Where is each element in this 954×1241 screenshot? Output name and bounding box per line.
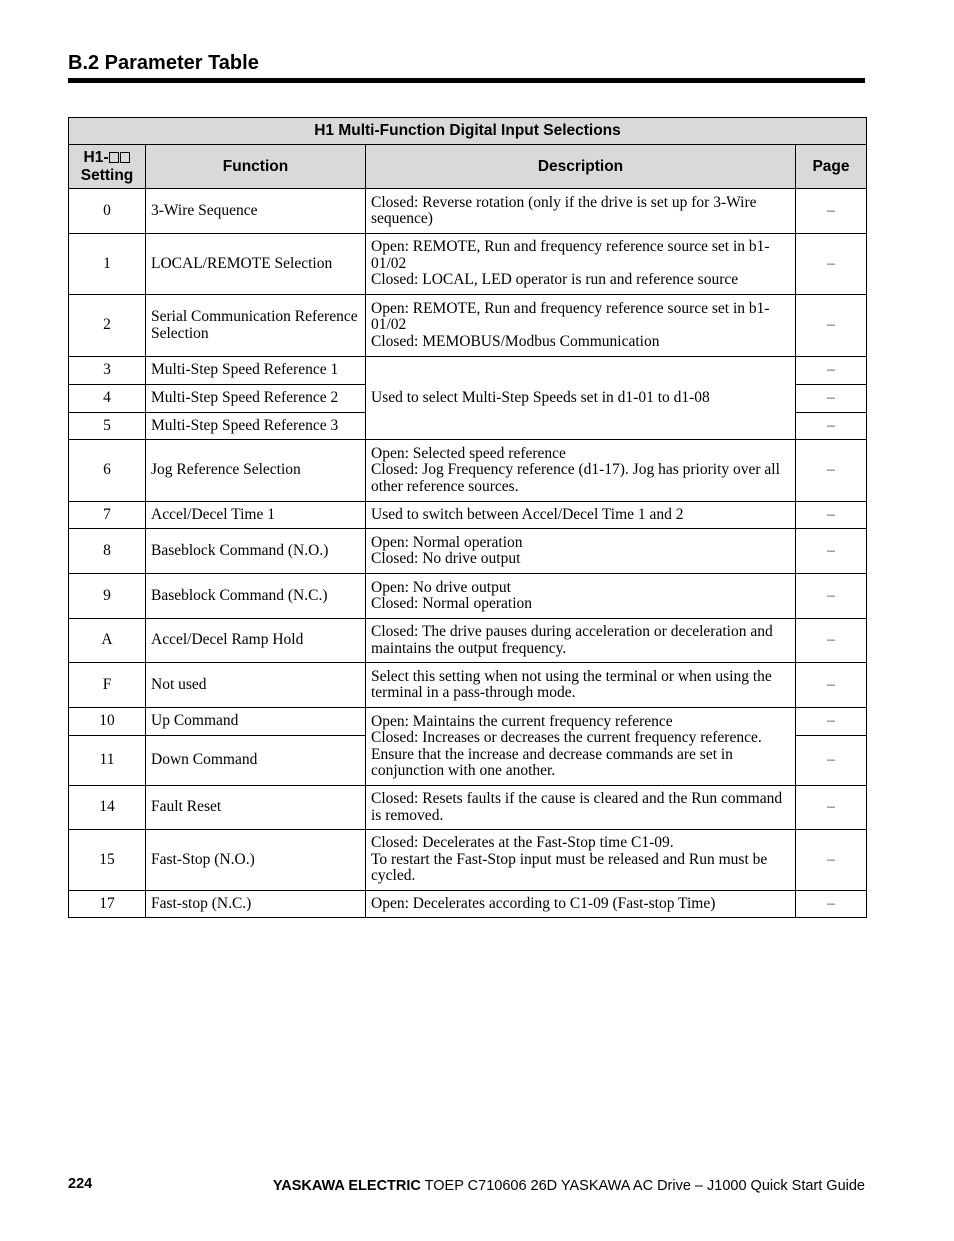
description-cell bbox=[366, 529, 796, 574]
description-line: Open: REMOTE, Run and frequency reference source set in b1-01/02 bbox=[371, 299, 770, 334]
setting-cell: 2 bbox=[69, 295, 146, 357]
header-function: Function bbox=[146, 145, 366, 189]
description-cell bbox=[366, 440, 796, 502]
section-title: B.2 Parameter Table bbox=[68, 52, 259, 74]
description-line: To restart the Fast-Stop input must be released and Run must be cycled. bbox=[371, 850, 768, 885]
description-line: Closed: Normal operation bbox=[371, 595, 532, 612]
placeholder-box-icon bbox=[109, 152, 119, 163]
page-cell: – bbox=[796, 663, 867, 708]
table-row bbox=[69, 619, 867, 663]
description-line: Open: Normal operation bbox=[371, 533, 523, 551]
table-row bbox=[69, 708, 867, 736]
table-row bbox=[69, 891, 867, 918]
table-row bbox=[69, 189, 867, 234]
description-line: Open: Maintains the current frequency reference bbox=[371, 712, 673, 730]
function-cell: LOCAL/REMOTE Selection bbox=[146, 234, 366, 295]
function-cell: Multi-Step Speed Reference 3 bbox=[146, 413, 366, 440]
description-line: Closed: No drive output bbox=[371, 550, 521, 567]
footer-doc-info bbox=[273, 1178, 865, 1194]
description-line: Open: REMOTE, Run and frequency reference source set in b1-01/02 bbox=[371, 238, 770, 272]
setting-cell: 0 bbox=[69, 189, 146, 234]
setting-cell: 4 bbox=[69, 385, 146, 413]
table-row bbox=[69, 357, 867, 385]
header-page: Page bbox=[796, 145, 867, 189]
description-line: Closed: Resets faults if the cause is cleared and the Run command is removed. bbox=[371, 790, 783, 824]
header-description: Description bbox=[366, 145, 796, 189]
page-cell: – bbox=[796, 189, 867, 234]
function-cell: Accel/Decel Ramp Hold bbox=[146, 619, 366, 663]
description-cell bbox=[366, 708, 796, 786]
table-title: H1 Multi-Function Digital Input Selections bbox=[69, 118, 867, 145]
description-line: Used to select Multi-Step Speeds set in d1-01 to d1-08 bbox=[371, 388, 710, 406]
page-cell: – bbox=[796, 786, 867, 830]
description-line: Closed: The drive pauses during acceleration or deceleration and maintains the output frequency. bbox=[371, 623, 773, 657]
page-number: 224 bbox=[68, 1176, 93, 1192]
function-cell: Baseblock Command (N.C.) bbox=[146, 574, 366, 619]
page-cell: – bbox=[796, 529, 867, 574]
table-row bbox=[69, 234, 867, 295]
description-cell bbox=[366, 786, 796, 830]
function-cell: Fast-Stop (N.O.) bbox=[146, 830, 366, 891]
function-cell: Multi-Step Speed Reference 1 bbox=[146, 357, 366, 385]
setting-cell: 3 bbox=[69, 357, 146, 385]
description-cell bbox=[366, 663, 796, 708]
description-cell bbox=[366, 619, 796, 663]
footer-brand: YASKAWA ELECTRIC bbox=[272, 1178, 421, 1194]
description-line: Select this setting when not using the terminal or when using the terminal in a pass-through mode. bbox=[371, 667, 772, 701]
setting-cell: 17 bbox=[69, 891, 146, 918]
description-cell bbox=[366, 891, 796, 918]
page-cell: – bbox=[796, 385, 867, 413]
section-header bbox=[68, 50, 865, 83]
table-row bbox=[69, 440, 867, 502]
header-rule bbox=[68, 78, 865, 83]
page-cell: – bbox=[796, 502, 867, 529]
description-line: Open: Selected speed reference bbox=[371, 444, 566, 462]
function-cell: Accel/Decel Time 1 bbox=[146, 502, 366, 529]
table-row bbox=[69, 502, 867, 529]
function-cell: Fault Reset bbox=[146, 786, 366, 830]
function-cell: Jog Reference Selection bbox=[146, 440, 366, 502]
table-row bbox=[69, 663, 867, 708]
page-cell: – bbox=[796, 440, 867, 502]
page-cell: – bbox=[796, 357, 867, 385]
placeholder-box-icon bbox=[120, 152, 130, 163]
setting-cell: A bbox=[69, 619, 146, 663]
setting-cell: 10 bbox=[69, 708, 146, 736]
setting-cell: 6 bbox=[69, 440, 146, 502]
description-line: Closed: MEMOBUS/Modbus Communication bbox=[371, 332, 660, 350]
setting-cell: 7 bbox=[69, 502, 146, 529]
page-cell: – bbox=[796, 736, 867, 786]
description-line: Open: Decelerates according to C1-09 (Fast-stop Time) bbox=[371, 894, 716, 912]
description-cell bbox=[366, 830, 796, 891]
function-cell: Up Command bbox=[146, 708, 366, 736]
table-row bbox=[69, 295, 867, 357]
page-cell: – bbox=[796, 234, 867, 295]
function-cell: Down Command bbox=[146, 736, 366, 786]
setting-cell: F bbox=[69, 663, 146, 708]
setting-cell: 1 bbox=[69, 234, 146, 295]
description-line: Closed: Reverse rotation (only if the drive is set up for 3-Wire sequence) bbox=[371, 193, 757, 227]
footer-doc-title: TOEP C710606 26D YASKAWA AC Drive – J1000 Quick Start Guide bbox=[424, 1178, 865, 1194]
setting-cell: 14 bbox=[69, 786, 146, 830]
header-setting bbox=[69, 145, 146, 189]
setting-cell: 5 bbox=[69, 413, 146, 440]
description-cell bbox=[366, 234, 796, 295]
function-cell: Serial Communication Reference Selection bbox=[146, 295, 366, 357]
function-cell: Not used bbox=[146, 663, 366, 708]
setting-cell: 15 bbox=[69, 830, 146, 891]
setting-cell: 11 bbox=[69, 736, 146, 786]
function-cell: Fast-stop (N.C.) bbox=[146, 891, 366, 918]
setting-cell: 9 bbox=[69, 574, 146, 619]
description-cell bbox=[366, 357, 796, 440]
description-line: Open: No drive output bbox=[371, 578, 511, 596]
page-cell: – bbox=[796, 891, 867, 918]
parameter-table bbox=[68, 117, 867, 918]
page-cell: – bbox=[796, 413, 867, 440]
description-cell bbox=[366, 574, 796, 619]
function-cell: 3-Wire Sequence bbox=[146, 189, 366, 234]
page-cell: – bbox=[796, 295, 867, 357]
description-line: Used to switch between Accel/Decel Time 1 and 2 bbox=[371, 505, 684, 523]
table-row bbox=[69, 529, 867, 574]
description-line: Closed: Decelerates at the Fast-Stop time C1-09. bbox=[371, 834, 674, 852]
setting-cell: 8 bbox=[69, 529, 146, 574]
header-setting-label: Setting bbox=[80, 166, 134, 184]
header-setting-prefix: H1- bbox=[83, 148, 109, 166]
description-cell bbox=[366, 189, 796, 234]
table-row bbox=[69, 574, 867, 619]
function-cell: Baseblock Command (N.O.) bbox=[146, 529, 366, 574]
function-cell: Multi-Step Speed Reference 2 bbox=[146, 385, 366, 413]
description-line: Closed: Increases or decreases the current frequency reference. Ensure that the increase and decrease commands are set in conjunction with one another. bbox=[371, 729, 762, 779]
page-cell: – bbox=[796, 619, 867, 663]
page-cell: – bbox=[796, 574, 867, 619]
page-cell: – bbox=[796, 708, 867, 736]
description-line: Closed: Jog Frequency reference (d1-17). Jog has priority over all other reference sources. bbox=[371, 461, 780, 495]
table-row bbox=[69, 786, 867, 830]
description-line: Closed: LOCAL, LED operator is run and reference source bbox=[371, 271, 739, 289]
table-row bbox=[69, 830, 867, 891]
description-cell bbox=[366, 295, 796, 357]
page-cell: – bbox=[796, 830, 867, 891]
description-cell bbox=[366, 502, 796, 529]
